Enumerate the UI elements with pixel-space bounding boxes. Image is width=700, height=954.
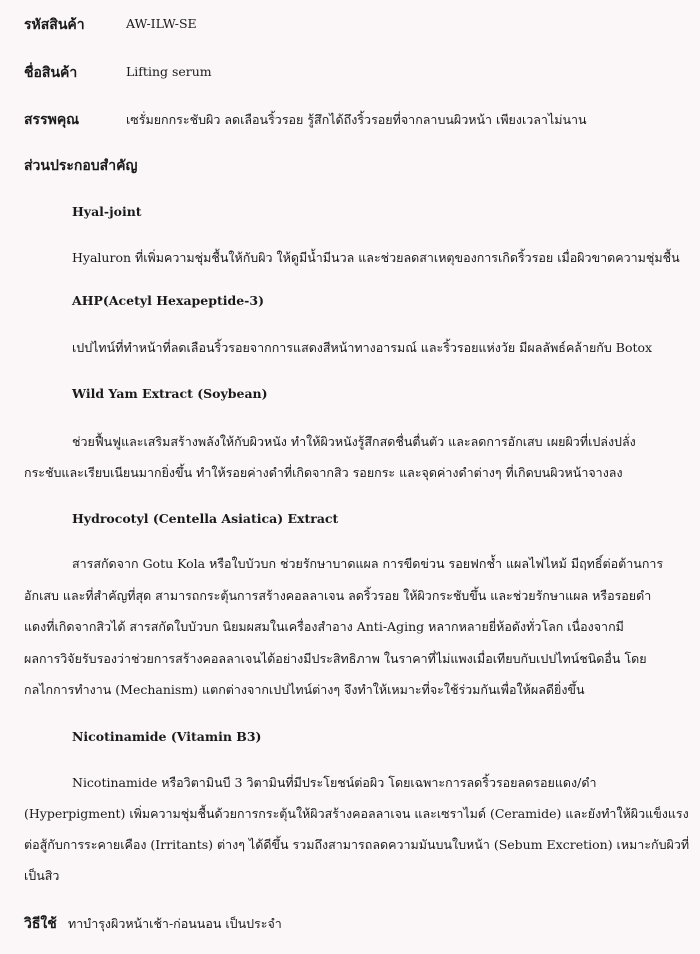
- ingredient-description-line: Hyaluron ที่เพิ่มความชุ่มชื้นให้กับผิว ให้ดูมีน้ำมีนวล และช่วยลดสาเหตุของการเกิดริ้วรอย เมื่อผิวขาดความชุ่มชื้น: [72, 250, 680, 265]
- ingredient-description-line: กลไกการทำงาน (Mechanism) แตกต่างจากเปปไทน์ต่างๆ จึงทำให้เหมาะที่จะใช้ร่วมกันเพื่อให้ผลดียิ่งขึ้น: [24, 682, 585, 697]
- product-name-label: ชื่อสินค้า: [24, 65, 78, 81]
- ingredient-description-line: เป็นสิว: [24, 868, 60, 883]
- ingredient-description-line: เปปไทน์ที่ทำหน้าที่ลดเลือนริ้วรอยจากการแสดงสีหน้าทางอารมณ์ และริ้วรอยแห่งวัย มีผลลัพธ์คล้ายกับ Botox: [72, 340, 653, 355]
- ingredient-description-line: ต่อสู้กับการระคายเคือง (Irritants) ต่างๆ ได้ดีขึ้น รวมถึงสามารถลดความมันบนใบหน้า (Sebum Excretion) เหมาะกับผิวที่: [24, 837, 690, 852]
- usage-label: วิธีใช้: [24, 916, 57, 932]
- ingredient-description-line: ผลการวิจัยรับรองว่าช่วยการสร้างคอลลาเจนได้อย่างมีประสิทธิภาพ ในราคาที่ไม่แพงเมื่อเทียบกับเปปไทน์ชนิดอื่น โดย: [24, 651, 647, 666]
- ingredients-heading: ส่วนประกอบสำคัญ: [24, 158, 138, 174]
- usage-value: ทาบำรุงผิวหน้าเช้า-ก่อนนอน เป็นประจำ: [68, 916, 282, 931]
- ingredient-title: Hydrocotyl (Centella Asiatica) Extract: [72, 511, 339, 526]
- ingredient-description-line: ช่วยฟื้นฟูและเสริมสร้างพลังให้กับผิวหนัง ทำให้ผิวหนังรู้สึกสดชื่นตื่นตัว และลดการอักเสบ เผยผิวที่เปล่งปลั่ง: [72, 434, 636, 449]
- ingredient-title: Hyal-joint: [72, 204, 142, 219]
- ingredient-title: Nicotinamide (Vitamin B3): [72, 729, 262, 744]
- ingredient-title: AHP(Acetyl Hexapeptide-3): [72, 293, 264, 308]
- ingredient-description-line: สารสกัดจาก Gotu Kola หรือใบบัวบก ช่วยรักษาบาดแผล การขีดข่วน รอยฟกช้ำ แผลไฟไหม้ มีฤทธิ์ต่อต้านการ: [72, 556, 664, 571]
- product-code-value: AW-ILW-SE: [126, 16, 197, 31]
- product-name-value: Lifting serum: [126, 64, 212, 79]
- ingredient-description-line: Nicotinamide หรือวิตามินบี 3 วิตามินที่มีประโยชน์ต่อผิว โดยเฉพาะการลดริ้วรอยลดรอยแดง/ดำ: [72, 775, 597, 790]
- ingredient-title: Wild Yam Extract (Soybean): [72, 386, 268, 401]
- properties-value: เซรั่มยกกระชับผิว ลดเลือนริ้วรอย รู้สึกได้ถึงริ้วรอยที่จากลาบนผิวหน้า เพียงเวลาไม่นาน: [126, 112, 587, 127]
- product-code-label: รหัสสินค้า: [24, 17, 85, 33]
- ingredient-description-line: แดงที่เกิดจากสิวได้ สารสกัดใบบัวบก นิยมผสมในเครื่องสำอาง Anti-Aging หลากหลายยี่ห้อดังทั่วโลก เนื่องจากมี: [24, 619, 624, 634]
- ingredient-description-line: กระชับและเรียบเนียนมากยิ่งขึ้น ทำให้รอยค่างดำที่เกิดจากสิว รอยกระ และจุดค่างดำต่างๆ ที่เกิดบนผิวหน้าจางลง: [24, 465, 623, 480]
- ingredient-description-line: (Hyperpigment) เพิ่มความชุ่มชื้นด้วยการกระตุ้นให้ผิวสร้างคอลลาเจน และเซราไมด์ (Ceramide) และยังทำให้ผิวแข็งแรง: [24, 806, 689, 821]
- ingredient-description-line: อักเสบ และที่สำคัญที่สุด สามารถกระตุ้นการสร้างคอลลาเจน ลดริ้วรอย ให้ผิวกระชับขึ้น และช่วยรักษาแผล หรือรอยดำ: [24, 588, 652, 603]
- properties-label: สรรพคุณ: [24, 112, 80, 128]
